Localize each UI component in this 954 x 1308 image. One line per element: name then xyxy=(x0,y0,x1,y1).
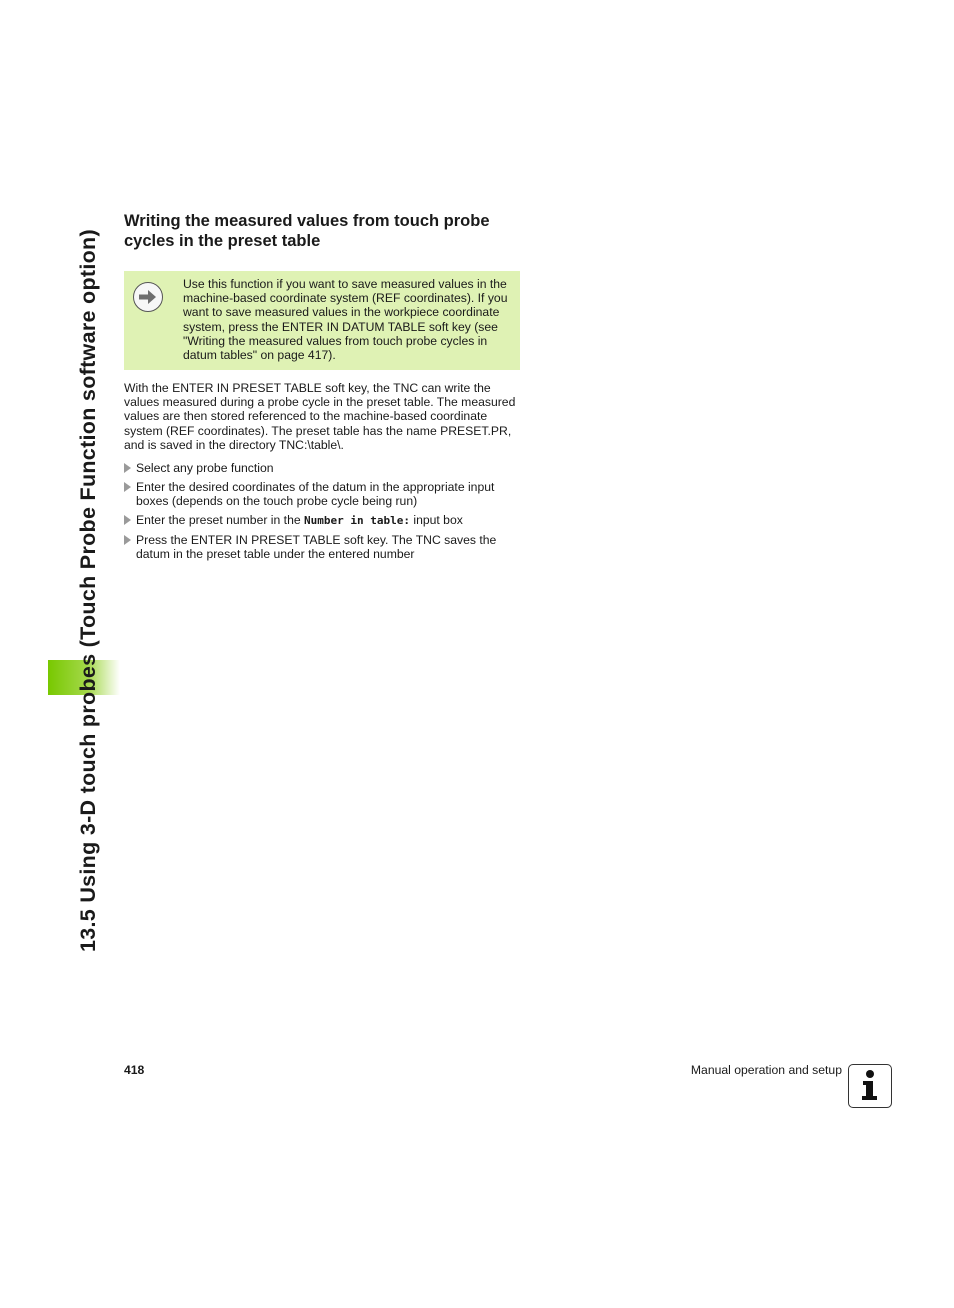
arrow-right-icon xyxy=(133,282,163,312)
step-item xyxy=(124,513,524,528)
triangle-bullet-icon xyxy=(124,463,131,473)
triangle-bullet-icon xyxy=(124,515,131,525)
page-number: 418 xyxy=(124,1063,145,1077)
step-item xyxy=(124,533,524,561)
step-text-before: Enter the preset number in the xyxy=(136,513,305,528)
step-text: Select any probe function xyxy=(136,461,274,475)
section-heading: Writing the measured values from touch probe cycles in the preset table xyxy=(124,212,490,250)
step-list xyxy=(124,461,524,566)
triangle-bullet-icon xyxy=(124,535,131,545)
info-icon xyxy=(848,1064,892,1108)
chapter-side-title: 13.5 Using 3-D touch probes (Touch Probe Function software option) xyxy=(76,229,100,952)
step-text: Press the ENTER IN PRESET TABLE soft key. The TNC saves the datum in the preset table under the entered number xyxy=(136,533,497,562)
step-text: Enter the desired coordinates of the datum in the appropriate input boxes (depends on the touch probe cycle being run) xyxy=(136,480,495,509)
note-text: Use this function if you want to save measured values in the machine-based coordinate system (REF coordinates). If you want to save measured values in the workpiece coordinate system, press the ENTER IN DATUM TABLE soft key (see "Writing the measured values from touch probe cycles in datum tables" on page 417). xyxy=(183,277,508,363)
step-text-after: input box xyxy=(409,513,463,528)
step-item xyxy=(124,461,524,475)
input-box-name: Number in table: xyxy=(304,514,410,528)
step-item xyxy=(124,480,524,508)
triangle-bullet-icon xyxy=(124,482,131,492)
footer-chapter-title: Manual operation and setup xyxy=(690,1063,842,1077)
note-box xyxy=(124,271,520,370)
body-paragraph: With the ENTER IN PRESET TABLE soft key, the TNC can write the values measured during a probe cycle in the preset table. The measured values are then stored referenced to the machine-based coordinate system (REF coordinates). The preset table has the name PRESET.PR, and is saved in the directory TNC:\table\. xyxy=(124,381,516,452)
